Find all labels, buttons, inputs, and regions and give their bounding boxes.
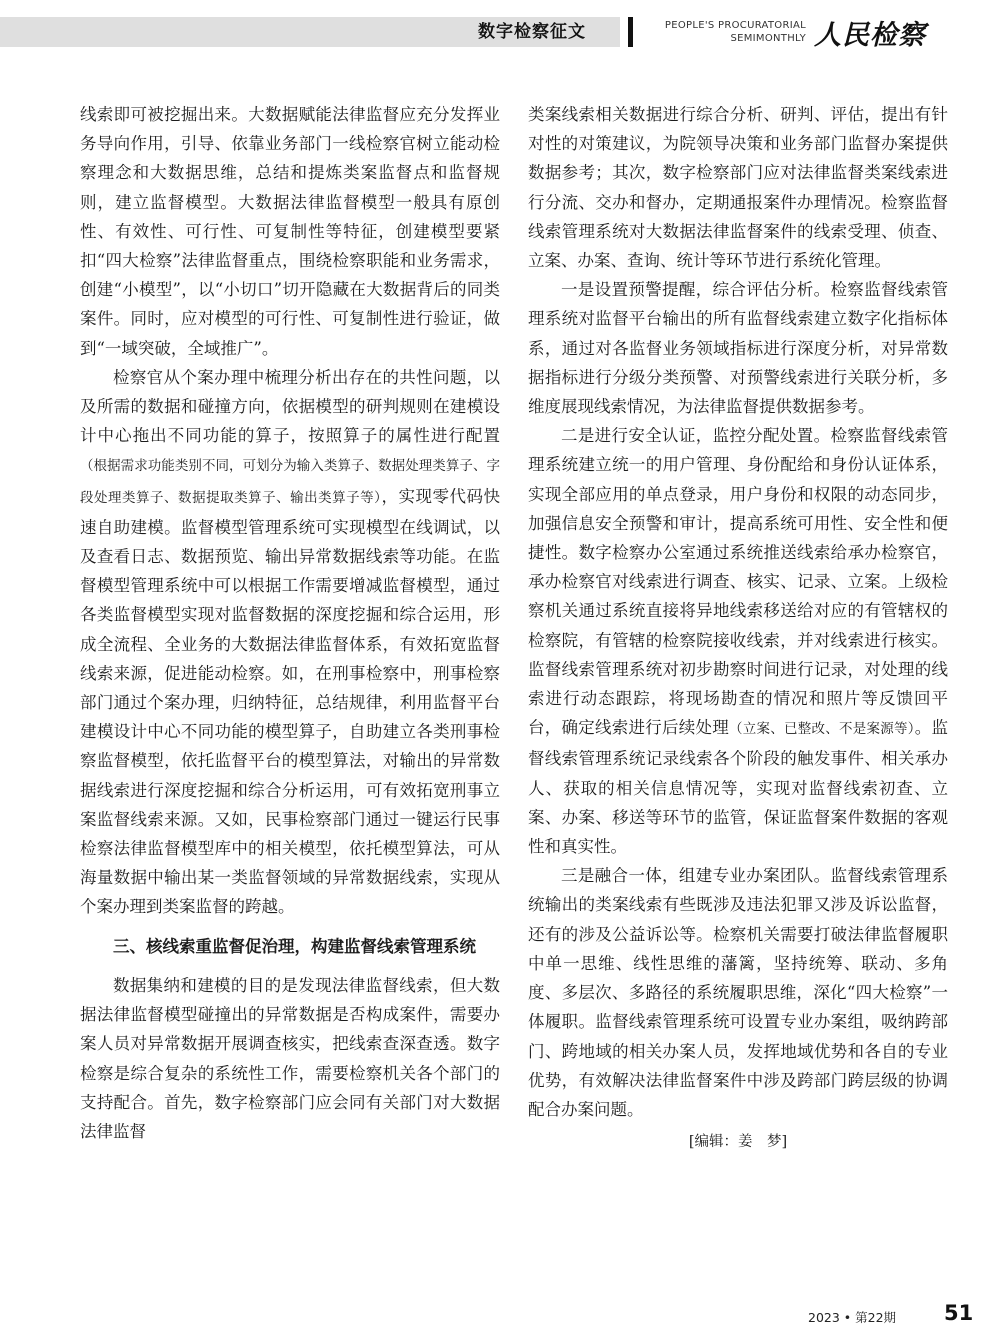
page-number: 51 (944, 1301, 974, 1325)
paragraph-note: （根据需求功能类别不同，可划分为输入类算子、数据处理类算子、字段处理类算子、数据提取类算子、输出类算子等） (80, 458, 500, 506)
magazine-english-name (648, 19, 806, 45)
paragraph: 一是设置预警提醒，综合评估分析。检察监督线索管理系统对监督平台输出的所有监督线索建立数字化指标体系，通过对各监督业务领域指标进行深度分析，对异常数据指标进行分级分类预警、对预警线索进行关联分析，多维度展现线索情况，为法律监督提供数据参考。 (528, 280, 948, 417)
section-heading: 三、核线索重监督促治理，构建监督线索管理系统 (113, 936, 476, 956)
paragraph (80, 363, 500, 922)
right-column (528, 100, 948, 1156)
section-title: 数字检察征文 (478, 22, 586, 42)
paragraph (528, 421, 948, 861)
editor-credit: [编辑：姜 梦] (688, 1134, 788, 1151)
paragraph-text: 二是进行安全认证，监控分配处置。检察监督线索管理系统建立统一的用户管理、身份配给和身份认证体系，实现全部应用的单点登录，用户身份和权限的动态同步，加强信息安全预警和审计，提高系统可用性、安全性和便捷性。数字检察办公室通过系统推送线索给承办检察官，承办检察官对线索进行调查、核实、记录、立案。上级检察机关通过系统直接将异地线索移送给对应的有管辖权的检察院，有管辖的检察院接收线索，并对线索进行核实。监督线索管理系统对初步勘察时间进行记录，对处理的线索进行动态跟踪，将现场勘查的情况和照片等反馈回平台，确定线索进行后续处理 (528, 426, 948, 738)
paragraph: 数据集纳和建模的目的是发现法律监督线索，但大数据法律监督模型碰撞出的异常数据是否构成案件，需要办案人员对异常数据开展调查核实，把线索查深查透。数字检察是综合复杂的系统性工作，需要检察机关各个部门的支持配合。首先，数字检察部门应会同有关部门对大数据法律监督 (80, 975, 500, 1141)
paragraph: 线索即可被挖掘出来。大数据赋能法律监督应充分发挥业务导向作用，引导、依靠业务部门一线检察官树立能动检察理念和大数据思维，总结和提炼类案监督点和监督规则，建立监督模型。大数据法律监督模型一般具有原创性、有效性、可行性、可复制性等特征，创建模型要紧扣“四大检察”法律监督重点，围绕检察职能和业务需求，创建“小模型”，以“小切口”切开隐藏在大数据背后的同类案件。同时，应对模型的可行性、可复制性进行验证，做到“一域突破，全域推广”。 (80, 105, 500, 358)
paragraph-text: ，实现零代码快速自助建模。监督模型管理系统可实现模型在线调试，以及查看日志、数据预览、输出异常数据线索等功能。在监督模型管理系统中可以根据工作需要增减监督模型，通过各类监督模型实现对监督数据的深度挖掘和综合运用，形成全流程、全业务的大数据法律监督体系，有效拓宽监督线索来源，促进能动检察。如，在刑事检察中，刑事检察部门通过个案办理，归纳特征，总结规律，利用监督平台建模设计中心不同功能的模型算子，自助建立各类刑事检察监督模型，依托监督平台的模型算法，对输出的异常数据线索进行深度挖掘和综合分析运用，可有效拓宽刑事立案监督线索来源。又如，民事检察部门通过一键运行民事检察法律监督模型库中的相关模型，依托模型算法，可从海量数据中输出某一类监督领域的异常数据线索，实现从个案办理到类案监督的跨越。 (80, 486, 501, 917)
header-divider-bar (628, 17, 633, 47)
magazine-english-line1: PEOPLE'S PROCURATORIAL (664, 20, 806, 31)
paragraph-text: 检察官从个案办理中梳理分析出存在的共性问题，以及所需的数据和碰撞方向，依据模型的研判规则在建模设计中心拖出不同功能的算子，按照算子的属性进行配置 (80, 367, 500, 446)
paragraph-text: 。监督线索管理系统记录线索各个阶段的触发事件、相关承办人、获取的相关信息情况等，实现对监督线索初查、立案、办案、移送等环节的监管，保证监督案件数据的客观性和真实性。 (528, 718, 948, 857)
paragraph-note: （立案、已整改、不是案源等） (729, 721, 915, 738)
magazine-logo: 人民检察 (814, 20, 926, 51)
left-column (80, 100, 500, 1146)
magazine-english-line2: SEMIMONTHLY (730, 33, 806, 44)
paragraph: 三是融合一体，组建专业办案团队。监督线索管理系统输出的类案线索有些既涉及违法犯罪又涉及诉讼监督，还有的涉及公益诉讼等。检察机关需要打破法律监督履职中单一思维、线性思维的藩篱，坚持统筹、联动、多角度、多层次、多路径的系统履职思维，深化“四大检察”一体履职。监督线索管理系统可设置专业办案组，吸纳跨部门、跨地域的相关办案人员，发挥地域优势和各自的专业优势，有效解决法律监督案件中涉及跨部门跨层级的协调配合办案问题。 (528, 866, 948, 1119)
issue-label: 2023 • 第22期 (808, 1310, 897, 1325)
paragraph: 类案线索相关数据进行综合分析、研判、评估，提出有针对性的对策建议，为院领导决策和业务部门监督办案提供数据参考；其次，数字检察部门应对法律监督类案线索进行分流、交办和督办，定期通报案件办理情况。检察监督线索管理系统对大数据法律监督案件的线索受理、侦查、立案、办案、查询、统计等环节进行系统化管理。 (528, 105, 948, 271)
